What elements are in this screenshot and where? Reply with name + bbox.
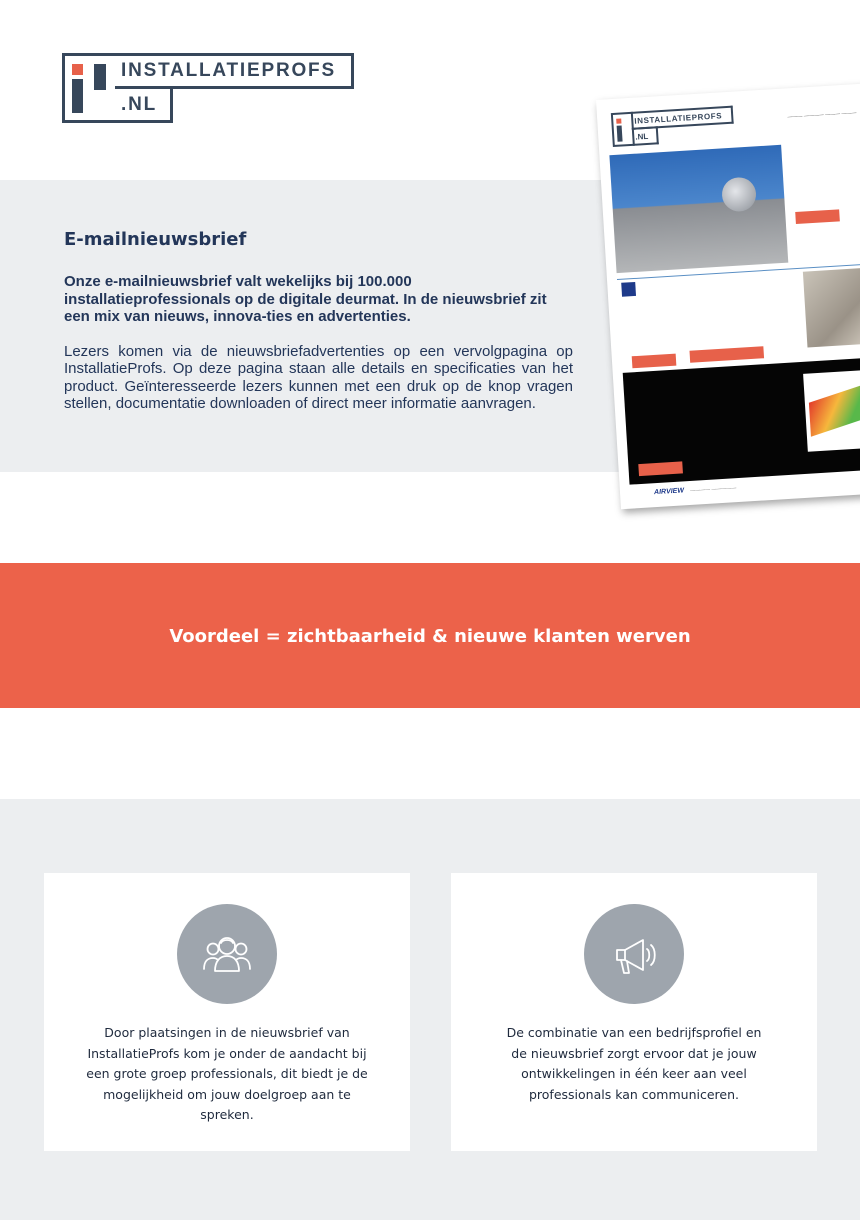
users-group-icon	[202, 929, 252, 979]
preview-roof-photo	[609, 145, 788, 273]
logo-text-domain: .NL	[115, 86, 173, 123]
newsletter-preview-image	[596, 82, 860, 510]
benefit-card-reach	[44, 873, 410, 1151]
megaphone-icon	[609, 929, 659, 979]
preview-footer-logo: AIRVIEW	[653, 487, 685, 497]
benefit-card-text: Door plaatsingen in de nieuwsbrief van InstallatieProfs kom je onder de aandacht bij een grote groep professionals, dit biedt je de mogelijkheid om jouw doelgroep aan te spreken.	[86, 1025, 368, 1122]
preview-button	[632, 354, 677, 369]
intro-text	[64, 273, 573, 430]
intro-heading: E-mailnieuwsbrief	[64, 229, 247, 250]
benefit-card-communication	[451, 873, 817, 1151]
preview-product-photo	[803, 267, 860, 347]
preview-button	[689, 346, 764, 362]
icon-circle	[177, 904, 277, 1004]
icon-circle	[584, 904, 684, 1004]
preview-header-text: ——— ———— ——— ———	[787, 110, 857, 121]
intro-paragraph-1: Onze e-mailnieuwsbrief valt wekelijks bij 100.000 installatieprofessionals op de digitale deurmat. In de nieuwsbrief zit een mix van nieuws, innova-ties en advertenties.	[64, 273, 547, 325]
intro-paragraph-2: Lezers komen via de nieuwsbriefadvertenties op een vervolgpagina op InstallatieProfs. Op deze pagina staan alle details en specificaties van het product. Geïnteresseerde lezers kunnen met een druk op de knop vragen stellen, documentatie downloaden of direct meer informatie aanvragen.	[64, 342, 573, 412]
preview-button	[795, 209, 840, 224]
preview-brand-thumb	[621, 282, 636, 297]
installatieprofs-logo	[62, 53, 354, 123]
logo-text-primary: INSTALLATIEPROFS	[115, 53, 354, 89]
logo-mark-icon	[62, 53, 118, 123]
benefit-banner-text: Voordeel = zichtbaarheid & nieuwe klanten werven	[169, 625, 691, 647]
preview-logo: INSTALLATIEPROFS .NL	[611, 106, 733, 147]
preview-footer-text: ———— —————	[689, 485, 737, 494]
preview-ad-graphic	[803, 370, 860, 452]
benefit-banner	[0, 563, 860, 708]
benefit-card-text: De combinatie van een bedrijfsprofiel en de nieuwsbrief zorgt ervoor dat je jouw ontwikkelingen in één keer aan veel professionals kan communiceren.	[506, 1025, 762, 1102]
